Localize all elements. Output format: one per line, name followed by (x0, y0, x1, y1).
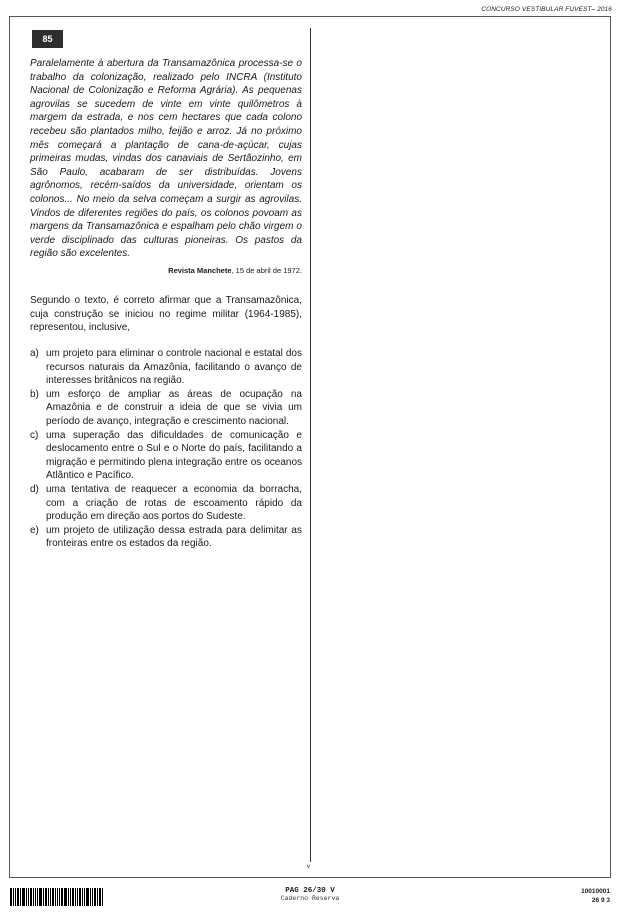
option-e[interactable] (30, 524, 302, 551)
option-b[interactable] (30, 388, 302, 429)
option-text: um esforço de ampliar as áreas de ocupação na Amazônia e de construir a ideia de que se vivia um período de avanço, integração e crescimento nacional. (46, 388, 302, 427)
question-passage: Paralelamente à abertura da Transamazônica processa-se o trabalho da colonização, realizado pelo INCRA (Instituto Nacional de Colonização e Reforma Agrária). As pequenas agrovilas se sucedem de vinte em vinte quilômetros à margem da estrada, e nos cem hectares que cada colono recebeu são plantados milho, feijão e arroz. Já no próximo mês começará a plantação de cana-de-açúcar, cujas primeiras mudas, vindas dos canaviais de Sertãozinho, em São Paulo, acabaram de ser distribuídas. Jovens agrônomos, recém-saídos da universidade, orientam os colonos... No meio da selva começam a surgir as agrovilas. Vindos de diferentes regiões do país, os colonos povoam as margens da Transamazônica e espalham pelo chão virgem o verde disciplinado das culturas pioneiras. Os pastos da região são excelentes. (30, 58, 302, 260)
option-text: uma tentativa de reaquecer a economia da borracha, com a criação de rotas de escoamento rápido da produção em direção aos portos do Sudeste. (46, 483, 302, 523)
booklet-label: Caderno Reserva (280, 895, 340, 902)
exam-header: CONCURSO VESTIBULAR FUVEST– 2016 (481, 6, 612, 13)
option-text: uma superação das dificuldades de comunicação e deslocamento entre o Sul e o Norte do país, facilitando a migração e permitindo plena integração entre os oceanos Atlântico e Pacífico. (46, 429, 302, 482)
option-letter: b) (30, 388, 39, 400)
question-stem: Segundo o texto, é correto afirmar que a Transamazônica, cuja construção se iniciou no regime militar (1964-1985), representou, inclusive, (30, 295, 302, 334)
source-date: , 15 de abril de 1972. (231, 266, 302, 275)
option-text: um projeto de utilização dessa estrada para delimitar as fronteiras entre os estados da região. (46, 524, 302, 550)
option-d[interactable] (30, 483, 302, 524)
page-code: 26 9 3 (591, 897, 610, 904)
page-number: PAG 26/30 V (285, 887, 335, 895)
option-letter: e) (30, 524, 39, 536)
option-letter: c) (30, 429, 39, 441)
source-name: Revista Manchete (168, 266, 232, 275)
passage-source (168, 266, 302, 275)
question-number: 85 (32, 30, 63, 48)
column-mark: v (307, 864, 310, 870)
option-letter: d) (30, 483, 39, 495)
option-text: um projeto para eliminar o controle nacional e estatal dos recursos naturais da Amazônia, facilitando o avanço de interesses britânicos na região. (46, 348, 302, 387)
option-a[interactable] (30, 347, 302, 388)
answer-options (30, 347, 302, 551)
booklet-code: 10010001 (581, 888, 610, 895)
footer-page-info (0, 887, 620, 902)
option-c[interactable] (30, 429, 302, 483)
column-divider (310, 28, 311, 862)
footer-codes (581, 887, 610, 905)
option-letter: a) (30, 348, 39, 359)
